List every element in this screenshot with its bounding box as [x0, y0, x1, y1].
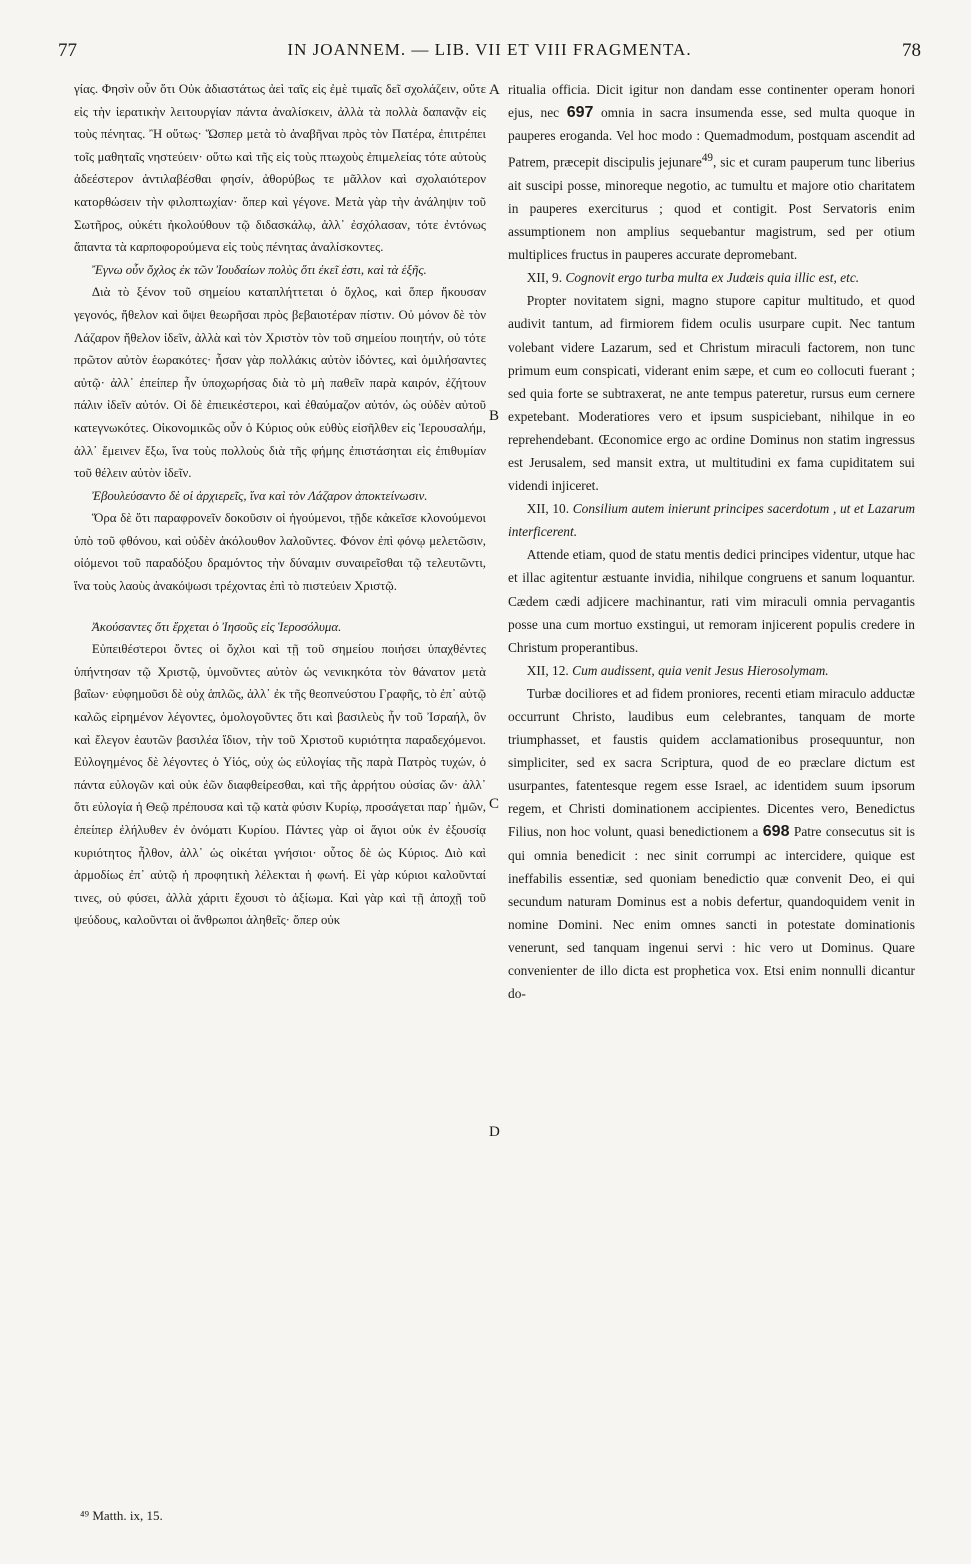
greek-lemma: Ἔγνω οὖν ὄχλος ἐκ τῶν Ἰουδαίων πολὺς ὅτι ἐκεῖ ἐστι, καὶ τὰ ἑξῆς.	[91, 262, 427, 277]
greek-lemma: Ἐβουλεύσαντο δὲ οἱ ἀρχιερεῖς, ἵνα καὶ τὸν Λάζαρον ἀποκτείνωσιν.	[91, 488, 428, 503]
greek-lemma: Ἀκούσαντες ὅτι ἔρχεται ὁ Ἰησοῦς εἰς Ἱεροσόλυμα.	[91, 619, 342, 634]
footnote-mark: 49	[701, 152, 713, 165]
latin-paragraph: ritualia officia. Dicit igitur non dandam esse continenter operam honori ejus, nec 697 omnia in sacra insumenda esse, sed multa quoque in pauperes eroganda. Vel hoc modo : Quemadmodum, postquam ascendit ad Patrem, præcepit discipulis jejunare$^{49}$, sic et curam pauperum tunc liberius ait suscipi posse, minoreque negotio, ac tumultu et majore otio charitatem in pauperes exerciturus ; quod et contigit. Post Servatoris enim assumptionem non amplius sequebantur magistrum, sed per otium multiplices fructus in pauperes accurate depromebant.	[508, 82, 915, 263]
page-header	[58, 40, 921, 70]
margin-marker-a: A	[489, 82, 500, 98]
latin-paragraph: Attende etiam, quod de statu mentis dedici principes videntur, utque hac et illac agitentur æstuante invidia, nihilque congruens et sanum loquantur. Cædem cædi adjicere machinantur, rati vim miraculi omnia pervagantis posse una cum mortuo exstingui, ut remoram injicerent populis credere in Christum properantibus.	[508, 547, 915, 655]
greek-paragraph: Εὐπειθέστεροι ὄντες οἱ ὄχλοι καὶ τῇ τοῦ σημείου ποιήσει ὑπαχθέντες ὑπήντησαν τῷ Χριστῷ, ὑμνοῦντες αὐτὸν ὡς νενικηκότα τὸν θάνατον μετὰ βαΐων· εὐφημοῦσι δὲ οὐχ ἁπλῶς, ἀλλ᾽ ἐκ τῆς θεοπνεύστου Γραφῆς, τὸ ἐπ᾽ αὐτῷ καλῶς εἰρημένον λέγοντες, ὁμολογοῦντες ὅτι καὶ βασιλεὺς ἦν τοῦ Ἰσραήλ, ὃν καὶ ἔλεγον ἑαυτῶν βασιλέα ἴδιον, τὴν τοῦ Χριστοῦ κυριότητα παραδεχόμενοι. Εὐλογημένος δὲ λέγοντες ὁ Υἱός, οὐχ ὡς εὐλογίας τῆς παρὰ Πατρὸς τυχών, ὁ πάντα εὐλογῶν καὶ οὐκ ἐῶν διαφθείρεσθαι, καὶ τῆς ἀρρήτου οὐσίας ὤν· ἀλλ᾽ ὅτι εὐλογία ἡ Θεῷ πρέπουσα καὶ τῷ κατὰ φύσιν Κυρίῳ, προσάγεται παρ᾽ ἡμῶν, ἐπείπερ ἐλήλυθεν ἐν ὀνόματι Κυρίου. Πάντες γὰρ οἱ ἅγιοι οὐκ ἐν ἐξουσίᾳ κυριότητος ἦλθον, ἀλλ᾽ ὡς οἰκέται γνήσιοι· οὗτος δὲ ὡς Κύριος. Διὸ καὶ ἁρμοδίως ἐπ᾽ αὐτῷ ἡ προφητικὴ λέλεκται ἡ φωνή. Εἰ γὰρ κύριοι καλοῦνταί τινες, οὐ φύσει, ἀλλὰ χάριτι ἔχουσι τὸ ἀξίωμα. Καὶ γὰρ καὶ τῇ ἀποχῇ τοῦ ψεύδους, καλοῦνται οἱ ἄνθρωποι ἀληθεῖς· ὅπερ οὐκ	[74, 642, 486, 928]
column-number: 697	[566, 104, 594, 122]
margin-marker-c: C	[489, 796, 500, 812]
greek-paragraph: γίας. Φησὶν οὖν ὅτι Οὐκ ἀδιαστάτως ἀεὶ ταῖς εἰς ἐμὲ τιμαῖς δεῖ σχολάζειν, οὔτε εἰς τὴν ἱερατικὴν λειτουργίαν πάντα ἀναλίσκειν, ἀλλὰ τὰ πολλὰ δαπανᾷν εἰς τοὺς πένητας. Ἢ οὕτως· Ὥσπερ μετὰ τὸ ἀναβῆναι πρὸς τὸν Πατέρα, ἐπιτρέπει τοῖς μαθηταῖς νηστεύειν· οὕτω καὶ τῆς εἰς τοὺς πτωχοὺς ἐπιμελείας τότε αὐτοὺς ἀδεέστερον ἀντιλαβέσθαι φησίν, ἀθορύβως τε μᾶλλον καὶ σχολαιότερον κατορθώσειν τὴν φιλοπτωχίαν· ὅπερ καὶ γέγονε. Μετὰ γὰρ τὴν ἀνάληψιν τοῦ Σωτῆρος, οὐκέτι ἠκολούθουν τῷ διδασκάλῳ, ἀλλ᾽ ἐσχόλασαν, τότε ἐντόνως ἅπαντα τὰ καρποφορούμενα εἰς τοὺς πένητας ἀναλίσκοντες.	[74, 82, 486, 255]
greek-paragraph: Διὰ τὸ ξένον τοῦ σημείου καταπλήττεται ὁ ὄχλος, καὶ ὅπερ ἤκουσαν γεγονός, ἤθελον καὶ ὄψει θεωρῆσαι πρὸς βεβαιοτέραν πίστιν. Οὐ μόνον δὲ τὸν Λάζαρον ἤθελον ἰδεῖν, ἀλλὰ καὶ τὸν Χριστὸν τὸν τοῦ σημείου ποιητήν, οὐ τότε πρῶτον αὐτὸν ἑωρακότες· ἦσαν γὰρ πολλάκις αὐτὸν ἰδόντες, καὶ ὁμιλήσαντες αὐτῷ· ἀλλ᾽ ἐπείπερ ἦν ὑποχωρήσας διὰ τὸ μὴ παθεῖν παρὰ καιρόν, ἐζήτουν πάλιν ἰδεῖν αὐτόν. Οἱ δὲ ἐπιεικέστεροι, καὶ ἐθαύμαζον αὐτόν, ὡς οὐδὲν αὐτοῦ κατεγνωκότες. Οἰκονομικῶς οὖν ὁ Κύριος οὐκ εὐθὺς εἰσῆλθεν εἰς Ἱερουσαλήμ, ἀλλ᾽ ἔμεινεν ἔξω, ἵνα τοὺς πολλοὺς διὰ τῆς φήμης ἐπιστάσηται εἰς ἐπιθυμίαν τοῦ θέλειν αὐτὸν ἰδεῖν.	[74, 285, 486, 481]
column-number: 698	[762, 823, 790, 841]
page-number-right: 78	[902, 40, 921, 61]
latin-lemma: XII, 12. Cum audissent, quia venit Jesus Hierosolymam.	[526, 662, 829, 678]
greek-paragraph: Ὅρα δὲ ὅτι παραφρονεῖν δοκοῦσιν οἱ ἡγούμενοι, τῇδε κἀκεῖσε κλονούμενοι ὑπὸ τοῦ φθόνου, καὶ οὐδὲν ἀκόλουθον λαλοῦντες. Φόνον ἐπὶ φόνῳ μελετῶσιν, οἰόμενοι τοῦ παραδόξου δραμόντος τὴν δύναμιν συναιρεῖσθαι τῷ τελευτῶντι, ἵνα τοὺς λαοὺς ἀνακόψωσι τρέχοντας ἐπὶ τὸ πιστεύειν Χριστῷ.	[74, 511, 486, 594]
page-number-left: 77	[58, 40, 77, 61]
margin-marker-d: D	[489, 1124, 500, 1140]
footnote: ⁴⁹ Matth. ix, 15.	[80, 1508, 163, 1523]
latin-column	[508, 78, 915, 1005]
running-title: IN JOANNEM. — LIB. VII ET VIII FRAGMENTA.	[287, 40, 692, 59]
latin-lemma: XII, 9. Cognovit ergo turba multa ex Judæis quia illic est, etc.	[526, 270, 860, 286]
latin-paragraph: Turbæ dociliores et ad fidem proniores, recenti etiam miraculo adductæ occurrunt Christo, laudibus eum celebrantes, tanquam de morte triumphasset, et faustis quidem acclamationibus prosequuntur, non simpliciter, sed ex sacra Scriptura, quod de eo præclare dictum est usurpantes, fatentesque regem esse Israel, ac identidem suum ipsorum regem, et Christi dominationem accipientes. Dicentes vero, Benedictus Filius, non hoc volunt, quasi benedictionem a 698 Patre consecutus sit is qui omnia benedicit : nec sinit corrumpi ac intercidere, quique est ineffabilis essentiæ, sed quoniam benedictio quæ convenit Deo, ei qui secundum naturam Dominus est a nobis defertur, quandoquidem venit in nomine Domini. Nec enim omnes sancti in potestate dominationis venerunt, sed tanquam ingenui servi : hic vero ut Dominus. Quare convenienter de illo dicta est prophetica vox. Etsi enim nonnulli dicantur do-	[508, 685, 915, 1002]
margin-marker-b: B	[489, 408, 500, 424]
latin-paragraph: Propter novitatem signi, magno stupore capitur multitudo, et quod audivit tantum, ad firmiorem fidem oculis usurpare cupit. Nec tantum volebant videre Lazarum, sed et Christum miraculi factorem, non tunc primum eum conspicati, viderant enim sæpe, et cum eo collocuti fuerant ; sed quia forte se subtraxerat, ne ante tempus pateretur, rursus eum cernere expetebant. Moderatiores vero et ipsum suspiciebant, nihilque in eo reprehendebant. Œconomice ergo ac ordine Dominus non statim ingressus est Jerusalem, sed mansit extra, ut multitudini ex fama cupiditatem sui videndi injiceret.	[508, 293, 915, 494]
greek-column	[74, 78, 486, 932]
latin-lemma: XII, 10. Consilium autem inierunt principes sacerdotum , ut et Lazarum interficerent.	[508, 501, 915, 540]
